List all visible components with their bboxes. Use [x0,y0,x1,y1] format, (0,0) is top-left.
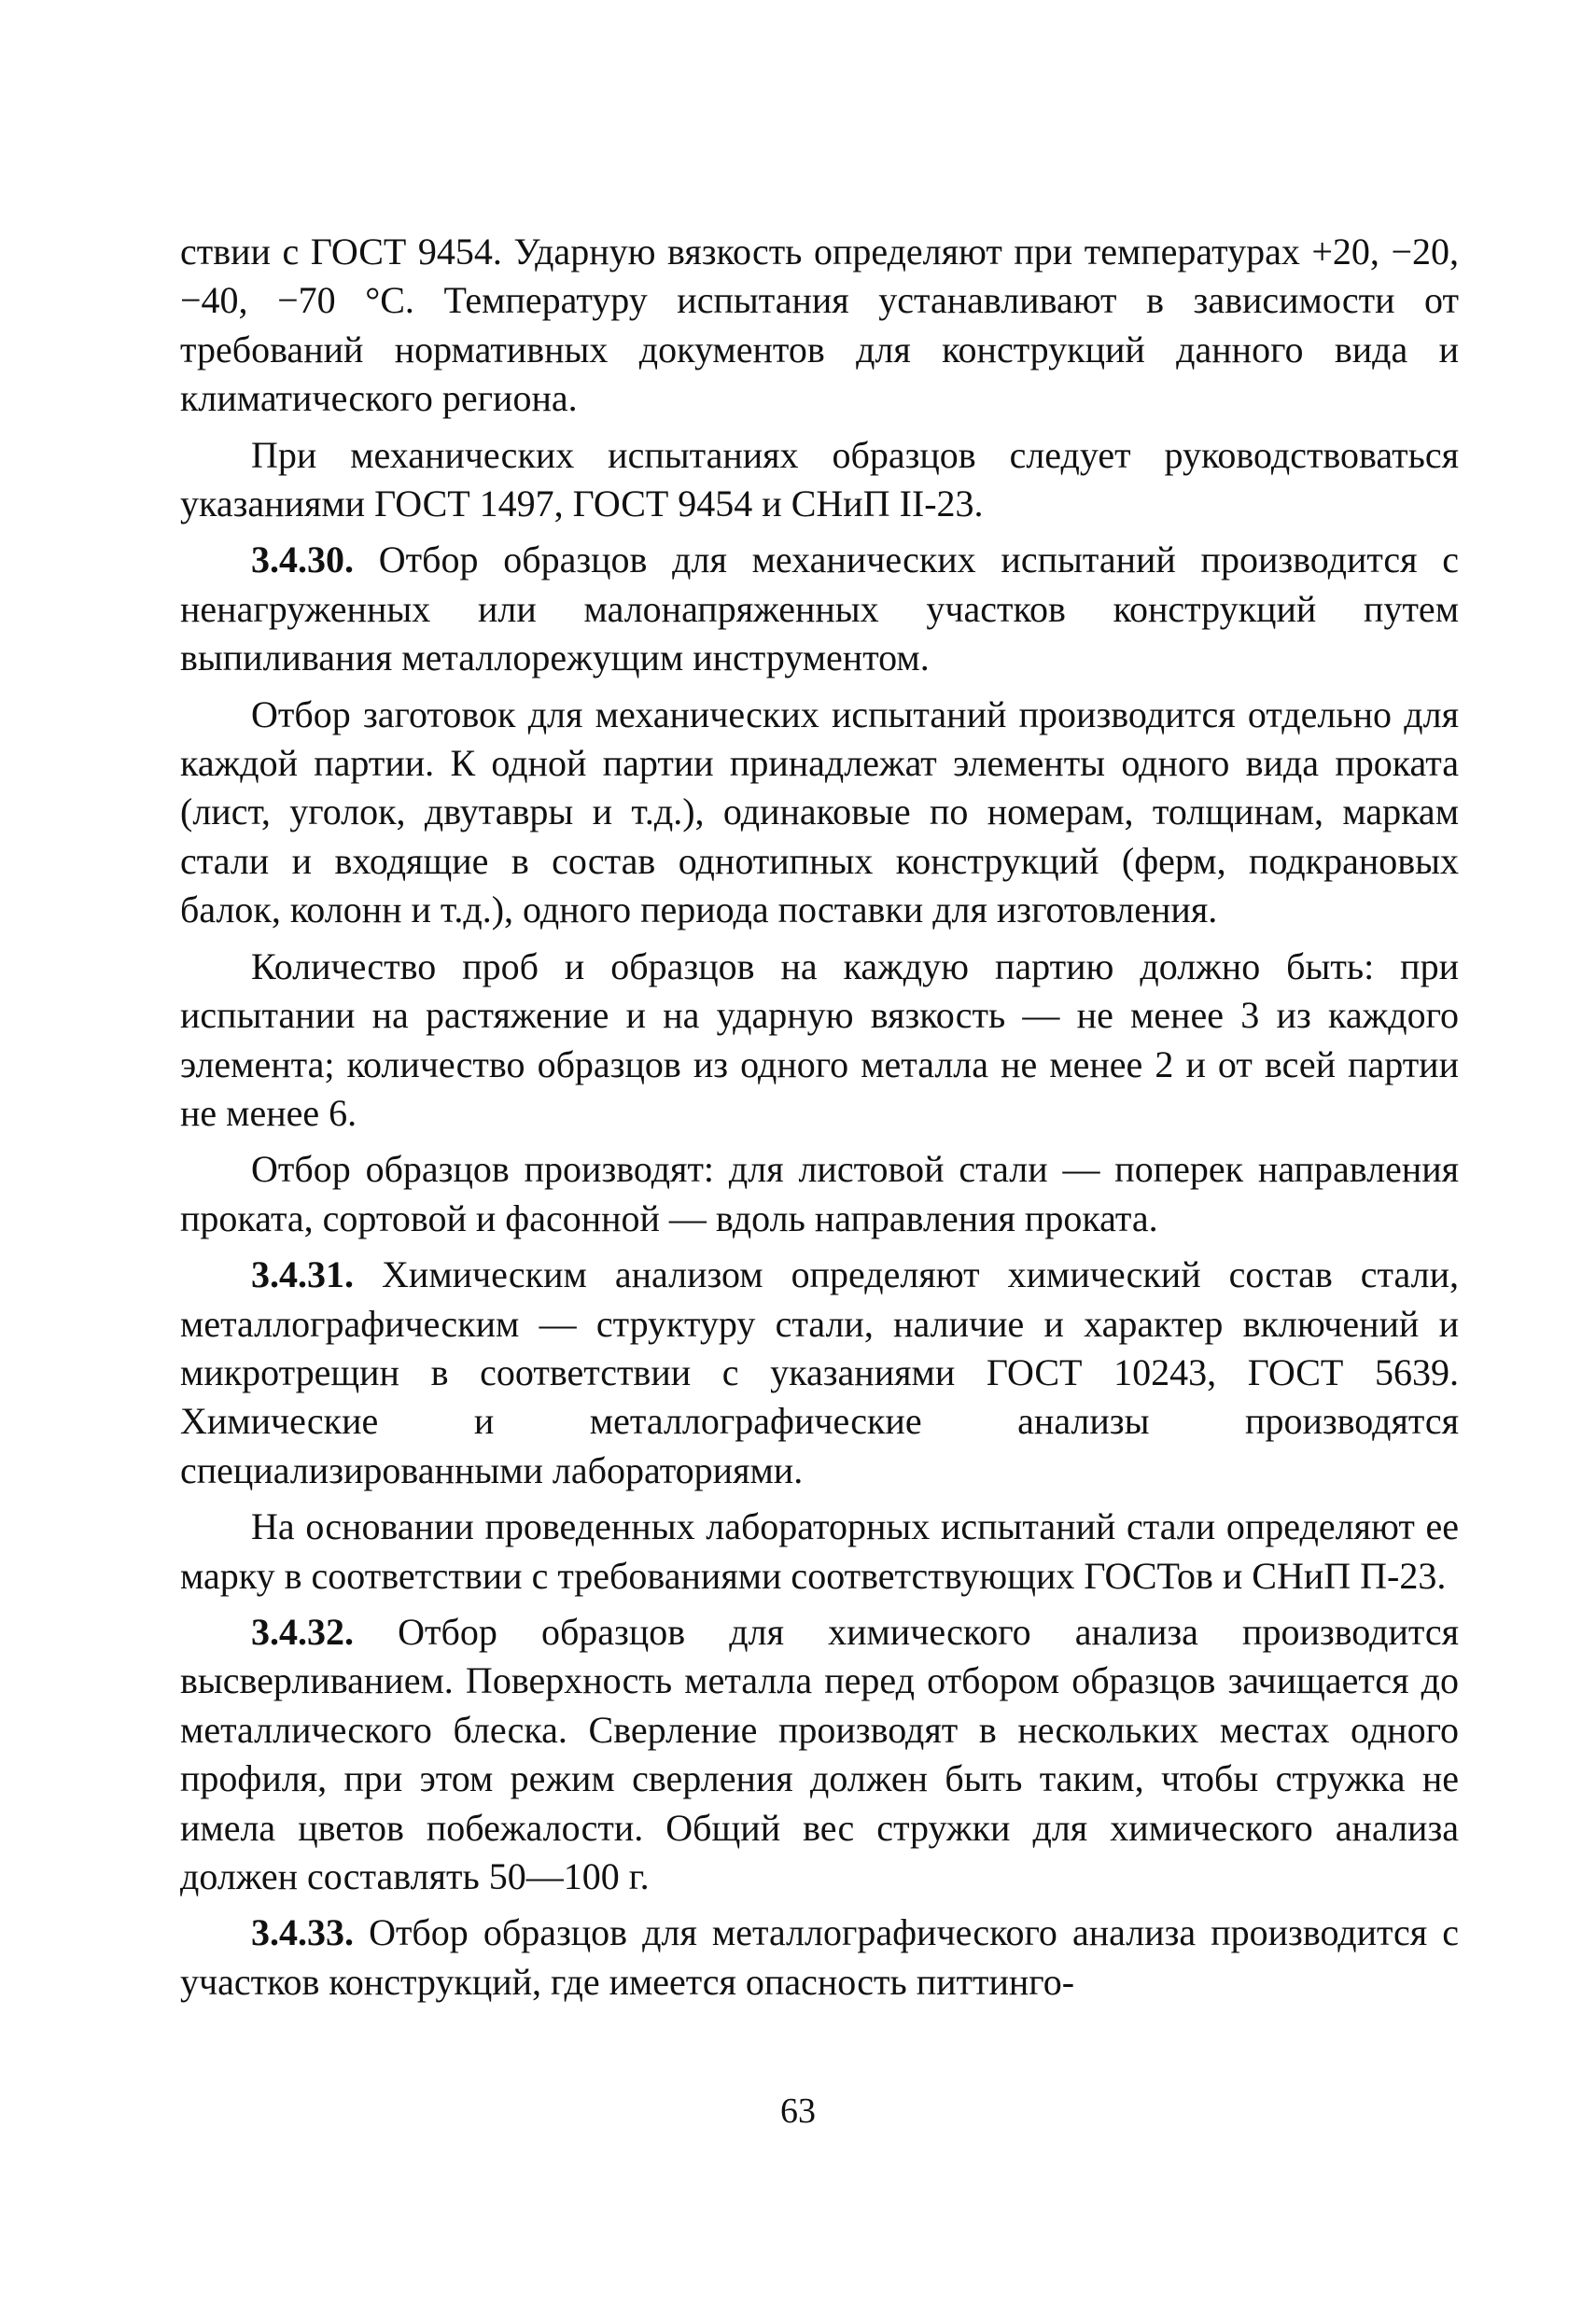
paragraph-batch-selection [180,691,1459,935]
paragraph-text: При механических испытаниях образцов следует руководствоваться указаниями ГОСТ 1497, ГОСТ 9454 и СНиП II-23. [180,433,1459,525]
section-number: 3.4.31. [251,1253,354,1296]
paragraph-text: На основании проведенных лабораторных испытаний стали определяют ее марку в соответствии с требованиями соответствующих ГОСТов и СНиП П-23. [180,1505,1459,1597]
paragraph-text: Химическим анализом определяют химический состав стали, металлографическим — структуру стали, наличие и характер включений и микротрещин в соответствии с указаниями ГОСТ 10243, ГОСТ 5639. Химические и металлографические анализы производятся специализированными лабораториями. [180,1253,1459,1491]
paragraph-text: Отбор образцов для механических испытаний производится с ненагруженных или малонапряженных участков конструкций путем выпиливания металлорежущим инструментом. [180,539,1459,679]
paragraph-mechanical-guidance [180,431,1459,529]
section-number: 3.4.32. [251,1610,354,1653]
paragraph-3-4-30 [180,536,1459,682]
paragraph-3-4-32 [180,1608,1459,1901]
paragraph-text: Отбор образцов для металлографического анализа производится с участков конструкций, где имеется опасность питтинго- [180,1911,1459,2003]
paragraph-text: Отбор образцов производят: для листовой стали — поперек направления проката, сортовой и фасонной — вдоль направления проката. [180,1148,1459,1239]
paragraph-text: Отбор заготовок для механических испытаний производится отдельно для каждой партии. К одной партии принадлежат элементы одного вида проката (лист, уголок, двутавры и т.д.), одинаковые по номерам, толщинам, маркам стали и входящие в состав однотипных конструкций (ферм, подкрановых балок, колонн и т.д.), одного периода поставки для изготовления. [180,692,1459,931]
paragraph-text: Отбор образцов для химического анализа производится высверливанием. Поверхность металла перед отбором образцов зачищается до металлического блеска. Сверление производят в нескольких местах одного профиля, при этом режим сверления должен быть таким, чтобы стружка не имела цветов побежалости. Общий вес стружки для химического анализа должен составлять 50—100 г. [180,1610,1459,1897]
paragraph-continuation [180,228,1459,424]
paragraph-3-4-31 [180,1251,1459,1495]
paragraph-3-4-33 [180,1909,1459,2007]
body-text [180,228,1459,2014]
paragraph-sample-direction [180,1145,1459,1243]
section-number: 3.4.30. [251,539,354,581]
paragraph-steel-grade [180,1503,1459,1601]
section-number: 3.4.33. [251,1911,354,1954]
paragraph-text: Количество проб и образцов на каждую партию должно быть: при испытании на растяжение и на ударную вязкость — не менее 3 из каждого элемента; количество образцов из одного металла не менее 2 и от всей партии не менее 6. [180,944,1459,1134]
paragraph-sample-count [180,943,1459,1139]
page-number: 63 [780,2091,816,2131]
paragraph-text: ствии с ГОСТ 9454. Ударную вязкость определяют при температурах +20, −20, −40, −70 °С. Температуру испытания устанавливают в зависимости от требований нормативных документов для конструкций данного вида и климатического региона. [180,231,1459,420]
